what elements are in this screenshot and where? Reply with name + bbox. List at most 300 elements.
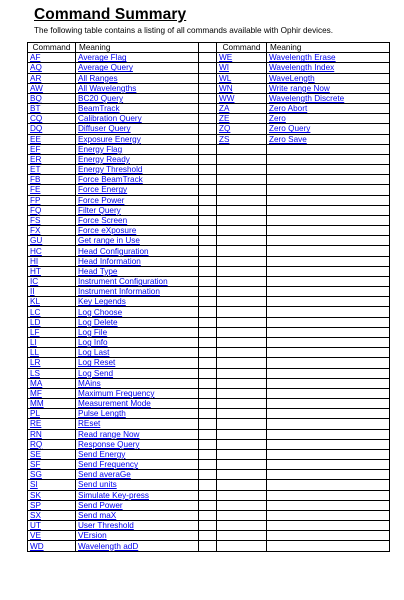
command-meaning-link[interactable]: Calibration Query: [76, 114, 199, 124]
gap-cell: [199, 348, 217, 358]
table-row: [28, 185, 390, 195]
command-meaning-link[interactable]: Force Energy: [76, 185, 199, 195]
command-code-link[interactable]: RN: [28, 429, 76, 439]
empty-cell: [217, 266, 267, 276]
table-row: [28, 348, 390, 358]
gap-cell: [199, 195, 217, 205]
command-code-link[interactable]: WE: [217, 53, 267, 63]
command-meaning-link[interactable]: Log Info: [76, 337, 199, 347]
table-row: [28, 327, 390, 337]
empty-cell: [267, 531, 390, 541]
command-code-link[interactable]: ZQ: [217, 124, 267, 134]
command-meaning-link[interactable]: Zero Query: [267, 124, 390, 134]
table-row: [28, 521, 390, 531]
empty-cell: [217, 358, 267, 368]
command-code-link[interactable]: LR: [28, 358, 76, 368]
table-row: [28, 134, 390, 144]
empty-cell: [267, 226, 390, 236]
command-code-link[interactable]: FE: [28, 185, 76, 195]
empty-cell: [267, 388, 390, 398]
gap-cell: [199, 399, 217, 409]
command-meaning-link[interactable]: Filter Query: [76, 205, 199, 215]
empty-cell: [217, 297, 267, 307]
gap-cell: [199, 215, 217, 225]
table-row: [28, 490, 390, 500]
command-meaning-link[interactable]: All Ranges: [76, 73, 199, 83]
command-code-link[interactable]: SP: [28, 500, 76, 510]
command-meaning-link[interactable]: Force eXposure: [76, 226, 199, 236]
gap-cell: [199, 409, 217, 419]
table-row: [28, 409, 390, 419]
gap-cell: [199, 114, 217, 124]
empty-cell: [217, 399, 267, 409]
table-row: [28, 510, 390, 520]
empty-cell: [217, 307, 267, 317]
page-title: Command Summary: [34, 6, 187, 23]
command-summary-table: [27, 42, 390, 552]
gap-cell: [199, 317, 217, 327]
intro-text: The following table contains a listing of all commands available with Ophir devices.: [34, 26, 333, 35]
empty-cell: [267, 205, 390, 215]
table-row: [28, 297, 390, 307]
command-meaning-link[interactable]: Pulse Length: [76, 409, 199, 419]
table-row: [28, 307, 390, 317]
empty-cell: [267, 399, 390, 409]
gap-cell: [199, 165, 217, 175]
table-row: [28, 195, 390, 205]
table-row: [28, 317, 390, 327]
empty-cell: [217, 246, 267, 256]
command-code-link[interactable]: ZS: [217, 134, 267, 144]
command-meaning-link[interactable]: BeamTrack: [76, 104, 199, 114]
empty-cell: [217, 348, 267, 358]
gap-cell: [199, 388, 217, 398]
command-meaning-link[interactable]: Energy Ready: [76, 154, 199, 164]
command-code-link[interactable]: AW: [28, 83, 76, 93]
empty-cell: [217, 276, 267, 286]
command-meaning-link[interactable]: Send units: [76, 480, 199, 490]
command-meaning-link[interactable]: Head Information: [76, 256, 199, 266]
gap-cell: [199, 337, 217, 347]
table-row: [28, 399, 390, 409]
command-code-link[interactable]: BT: [28, 104, 76, 114]
command-code-link[interactable]: BQ: [28, 93, 76, 103]
gap-cell: [199, 327, 217, 337]
command-meaning-link[interactable]: Maximum Frequency: [76, 388, 199, 398]
empty-cell: [267, 276, 390, 286]
command-code-link[interactable]: PL: [28, 409, 76, 419]
empty-cell: [267, 287, 390, 297]
table-row: [28, 73, 390, 83]
command-meaning-link[interactable]: Zero: [267, 114, 390, 124]
command-code-link[interactable]: HI: [28, 256, 76, 266]
command-meaning-link[interactable]: Head Configuration: [76, 246, 199, 256]
command-code-link[interactable]: FQ: [28, 205, 76, 215]
command-meaning-link[interactable]: Read range Now: [76, 429, 199, 439]
empty-cell: [217, 429, 267, 439]
table-row: [28, 439, 390, 449]
gap-cell: [199, 297, 217, 307]
gap-cell: [199, 378, 217, 388]
empty-cell: [267, 165, 390, 175]
gap-cell: [199, 358, 217, 368]
table-row: [28, 63, 390, 73]
empty-cell: [267, 215, 390, 225]
command-code-link[interactable]: II: [28, 287, 76, 297]
table-row: [28, 449, 390, 459]
table-row: [28, 236, 390, 246]
command-code-link[interactable]: LL: [28, 348, 76, 358]
command-meaning-link[interactable]: Force BeamTrack: [76, 175, 199, 185]
command-code-link[interactable]: WI: [217, 63, 267, 73]
empty-cell: [267, 185, 390, 195]
command-code-link[interactable]: LF: [28, 327, 76, 337]
command-code-link[interactable]: RQ: [28, 439, 76, 449]
command-code-link[interactable]: LI: [28, 337, 76, 347]
table-row: [28, 246, 390, 256]
empty-cell: [267, 480, 390, 490]
gap-cell: [199, 134, 217, 144]
empty-cell: [217, 470, 267, 480]
empty-cell: [217, 226, 267, 236]
gap-cell: [199, 43, 217, 53]
command-meaning-link[interactable]: MAins: [76, 378, 199, 388]
command-code-link[interactable]: SG: [28, 470, 76, 480]
command-code-link[interactable]: ZE: [217, 114, 267, 124]
command-meaning-link[interactable]: Instrument Information: [76, 287, 199, 297]
gap-cell: [199, 83, 217, 93]
gap-cell: [199, 53, 217, 63]
gap-cell: [199, 429, 217, 439]
empty-cell: [267, 378, 390, 388]
command-header: Command: [217, 43, 267, 53]
gap-cell: [199, 480, 217, 490]
empty-cell: [267, 317, 390, 327]
empty-cell: [217, 317, 267, 327]
empty-cell: [217, 144, 267, 154]
command-code-link[interactable]: EF: [28, 144, 76, 154]
command-code-link[interactable]: FS: [28, 215, 76, 225]
command-meaning-link[interactable]: Head Type: [76, 266, 199, 276]
empty-cell: [267, 246, 390, 256]
empty-cell: [217, 490, 267, 500]
table-row: [28, 205, 390, 215]
table-row: [28, 154, 390, 164]
table-row: [28, 53, 390, 63]
empty-cell: [267, 337, 390, 347]
empty-cell: [217, 337, 267, 347]
command-meaning-link[interactable]: Send averaGe: [76, 470, 199, 480]
gap-cell: [199, 470, 217, 480]
table-row: [28, 93, 390, 103]
empty-cell: [267, 460, 390, 470]
gap-cell: [199, 500, 217, 510]
command-code-link[interactable]: DQ: [28, 124, 76, 134]
command-meaning-link[interactable]: WaveLength: [267, 73, 390, 83]
gap-cell: [199, 73, 217, 83]
command-meaning-link[interactable]: Response Query: [76, 439, 199, 449]
command-code-link[interactable]: SF: [28, 460, 76, 470]
command-meaning-link[interactable]: Wavelength Discrete: [267, 93, 390, 103]
empty-cell: [267, 266, 390, 276]
empty-cell: [217, 205, 267, 215]
command-meaning-link[interactable]: VErsion: [76, 531, 199, 541]
empty-cell: [267, 500, 390, 510]
command-meaning-link[interactable]: Send maX: [76, 510, 199, 520]
command-meaning-link[interactable]: Log Delete: [76, 317, 199, 327]
empty-cell: [267, 541, 390, 551]
empty-cell: [217, 521, 267, 531]
gap-cell: [199, 226, 217, 236]
command-meaning-link[interactable]: Energy Threshold: [76, 165, 199, 175]
empty-cell: [217, 185, 267, 195]
empty-cell: [267, 348, 390, 358]
command-code-link[interactable]: FP: [28, 195, 76, 205]
empty-cell: [217, 531, 267, 541]
empty-cell: [267, 236, 390, 246]
command-meaning-link[interactable]: Instrument Configuration: [76, 276, 199, 286]
empty-cell: [217, 165, 267, 175]
command-code-link[interactable]: SX: [28, 510, 76, 520]
command-meaning-link[interactable]: Log File: [76, 327, 199, 337]
command-code-link[interactable]: RE: [28, 419, 76, 429]
command-code-link[interactable]: CQ: [28, 114, 76, 124]
empty-cell: [217, 449, 267, 459]
command-code-link[interactable]: ZA: [217, 104, 267, 114]
empty-cell: [267, 307, 390, 317]
command-meaning-link[interactable]: BC20 Query: [76, 93, 199, 103]
command-code-link[interactable]: SK: [28, 490, 76, 500]
command-code-link[interactable]: AR: [28, 73, 76, 83]
gap-cell: [199, 185, 217, 195]
command-code-link[interactable]: LD: [28, 317, 76, 327]
empty-cell: [217, 287, 267, 297]
gap-cell: [199, 510, 217, 520]
command-code-link[interactable]: IC: [28, 276, 76, 286]
gap-cell: [199, 531, 217, 541]
meaning-header: Meaning: [76, 43, 199, 53]
command-code-link[interactable]: MF: [28, 388, 76, 398]
empty-cell: [217, 510, 267, 520]
empty-cell: [217, 175, 267, 185]
table-row: [28, 175, 390, 185]
command-code-link[interactable]: SI: [28, 480, 76, 490]
command-meaning-link[interactable]: Average Query: [76, 63, 199, 73]
table-row: [28, 114, 390, 124]
table-row: [28, 144, 390, 154]
command-code-link[interactable]: ER: [28, 154, 76, 164]
table-row: [28, 124, 390, 134]
empty-cell: [267, 470, 390, 480]
table-row: [28, 419, 390, 429]
table-row: [28, 226, 390, 236]
command-code-link[interactable]: LS: [28, 368, 76, 378]
gap-cell: [199, 124, 217, 134]
empty-cell: [267, 490, 390, 500]
gap-cell: [199, 460, 217, 470]
command-code-link[interactable]: ET: [28, 165, 76, 175]
empty-cell: [217, 541, 267, 551]
command-meaning-link[interactable]: Send Energy: [76, 449, 199, 459]
table-row: [28, 104, 390, 114]
empty-cell: [217, 368, 267, 378]
empty-cell: [217, 378, 267, 388]
gap-cell: [199, 439, 217, 449]
table-row: [28, 287, 390, 297]
empty-cell: [217, 256, 267, 266]
command-code-link[interactable]: VE: [28, 531, 76, 541]
command-meaning-link[interactable]: REset: [76, 419, 199, 429]
empty-cell: [217, 419, 267, 429]
command-meaning-link[interactable]: Energy Flag: [76, 144, 199, 154]
empty-cell: [217, 154, 267, 164]
table-row: [28, 83, 390, 93]
command-header: Command: [28, 43, 76, 53]
gap-cell: [199, 276, 217, 286]
command-code-link[interactable]: KL: [28, 297, 76, 307]
empty-cell: [217, 236, 267, 246]
gap-cell: [199, 205, 217, 215]
empty-cell: [267, 256, 390, 266]
command-meaning-link[interactable]: Log Last: [76, 348, 199, 358]
empty-cell: [267, 521, 390, 531]
empty-cell: [217, 195, 267, 205]
gap-cell: [199, 63, 217, 73]
gap-cell: [199, 266, 217, 276]
empty-cell: [217, 500, 267, 510]
table-row: [28, 368, 390, 378]
empty-cell: [267, 144, 390, 154]
command-code-link[interactable]: EE: [28, 134, 76, 144]
command-code-link[interactable]: HC: [28, 246, 76, 256]
empty-cell: [267, 429, 390, 439]
gap-cell: [199, 144, 217, 154]
empty-cell: [267, 510, 390, 520]
command-code-link[interactable]: MM: [28, 399, 76, 409]
empty-cell: [217, 215, 267, 225]
table-row: [28, 215, 390, 225]
table-row: [28, 165, 390, 175]
empty-cell: [267, 409, 390, 419]
table-row: [28, 276, 390, 286]
command-meaning-link[interactable]: Log Reset: [76, 358, 199, 368]
command-code-link[interactable]: AF: [28, 53, 76, 63]
command-meaning-link[interactable]: Zero Abort: [267, 104, 390, 114]
empty-cell: [267, 154, 390, 164]
command-meaning-link[interactable]: Wavelength Index: [267, 63, 390, 73]
table-row: [28, 531, 390, 541]
gap-cell: [199, 175, 217, 185]
empty-cell: [217, 388, 267, 398]
table-row: [28, 500, 390, 510]
gap-cell: [199, 93, 217, 103]
command-meaning-link[interactable]: Measurement Mode: [76, 399, 199, 409]
command-meaning-link[interactable]: User Threshold: [76, 521, 199, 531]
table-row: [28, 429, 390, 439]
empty-cell: [267, 439, 390, 449]
command-meaning-link[interactable]: Zero Save: [267, 134, 390, 144]
meaning-header: Meaning: [267, 43, 390, 53]
command-meaning-link[interactable]: Force Screen: [76, 215, 199, 225]
command-code-link[interactable]: LC: [28, 307, 76, 317]
empty-cell: [217, 480, 267, 490]
gap-cell: [199, 490, 217, 500]
command-code-link[interactable]: AQ: [28, 63, 76, 73]
command-meaning-link[interactable]: Simulate Key-press: [76, 490, 199, 500]
command-code-link[interactable]: WN: [217, 83, 267, 93]
table-row: [28, 470, 390, 480]
empty-cell: [267, 419, 390, 429]
command-meaning-link[interactable]: Log Send: [76, 368, 199, 378]
gap-cell: [199, 368, 217, 378]
command-meaning-link[interactable]: Write range Now: [267, 83, 390, 93]
command-meaning-link[interactable]: Force Power: [76, 195, 199, 205]
command-meaning-link[interactable]: Wavelength Erase: [267, 53, 390, 63]
gap-cell: [199, 154, 217, 164]
command-code-link[interactable]: FX: [28, 226, 76, 236]
empty-cell: [217, 327, 267, 337]
table-row: [28, 541, 390, 551]
command-meaning-link[interactable]: Send Frequency: [76, 460, 199, 470]
command-code-link[interactable]: SE: [28, 449, 76, 459]
command-meaning-link[interactable]: Send Power: [76, 500, 199, 510]
table-row: [28, 388, 390, 398]
table-row: [28, 480, 390, 490]
gap-cell: [199, 256, 217, 266]
empty-cell: [267, 195, 390, 205]
empty-cell: [267, 358, 390, 368]
command-meaning-link[interactable]: Average Flag: [76, 53, 199, 63]
gap-cell: [199, 104, 217, 114]
empty-cell: [267, 175, 390, 185]
command-code-link[interactable]: MA: [28, 378, 76, 388]
command-meaning-link[interactable]: All Wavelengths: [76, 83, 199, 93]
table-row: [28, 378, 390, 388]
empty-cell: [267, 297, 390, 307]
command-code-link[interactable]: WL: [217, 73, 267, 83]
table-row: [28, 337, 390, 347]
empty-cell: [267, 327, 390, 337]
empty-cell: [267, 368, 390, 378]
command-meaning-link[interactable]: Get range in Use: [76, 236, 199, 246]
table-row: [28, 256, 390, 266]
gap-cell: [199, 307, 217, 317]
empty-cell: [217, 460, 267, 470]
table-row: [28, 460, 390, 470]
gap-cell: [199, 236, 217, 246]
command-meaning-link[interactable]: Log Choose: [76, 307, 199, 317]
command-code-link[interactable]: WW: [217, 93, 267, 103]
command-code-link[interactable]: UT: [28, 521, 76, 531]
command-meaning-link[interactable]: Diffuser Query: [76, 124, 199, 134]
empty-cell: [267, 449, 390, 459]
command-meaning-link[interactable]: Key Legends: [76, 297, 199, 307]
command-code-link[interactable]: GU: [28, 236, 76, 246]
gap-cell: [199, 521, 217, 531]
table-row: [28, 266, 390, 276]
gap-cell: [199, 541, 217, 551]
command-code-link[interactable]: HT: [28, 266, 76, 276]
gap-cell: [199, 287, 217, 297]
empty-cell: [217, 439, 267, 449]
table-row: [28, 358, 390, 368]
command-meaning-link[interactable]: Wavelength adD: [76, 541, 199, 551]
command-meaning-link[interactable]: Exposure Energy: [76, 134, 199, 144]
command-code-link[interactable]: WD: [28, 541, 76, 551]
gap-cell: [199, 419, 217, 429]
table-header-row: [28, 43, 390, 53]
command-code-link[interactable]: FB: [28, 175, 76, 185]
